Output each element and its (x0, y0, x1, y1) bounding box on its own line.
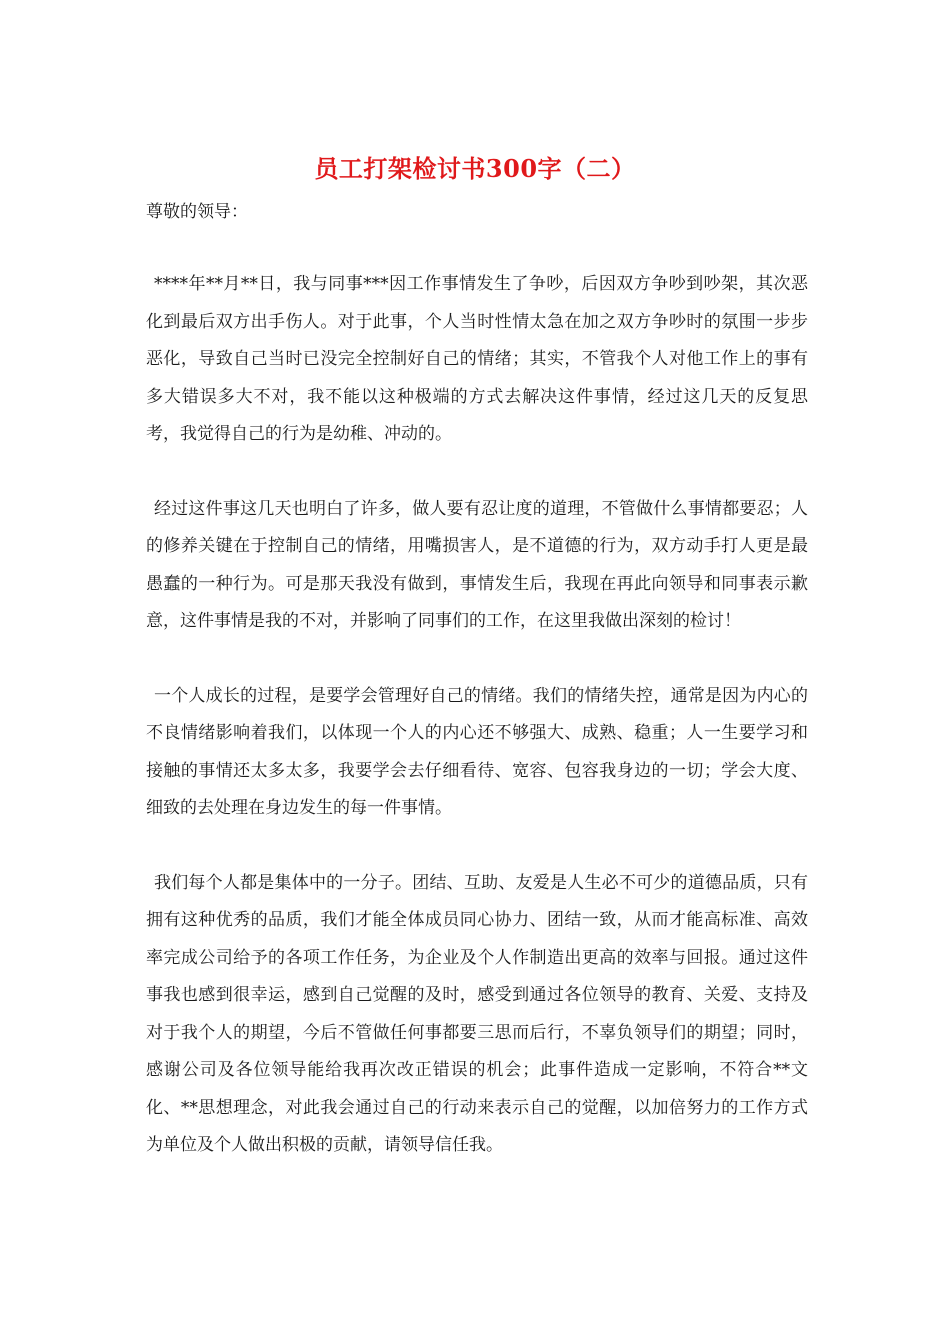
document-body (146, 266, 808, 1202)
paragraph-2: 经过这件事这几天也明白了许多，做人要有忍让度的道理，不管做什么事情都要忍；人的修养关键在于控制自己的情绪，用嘴损害人，是不道德的行为，双方动手打人更是最愚蠢的一种行为。可是那天我没有做到，事情发生后，我现在再此向领导和同事表示歉意，这件事情是我的不对，并影响了同事们的工作，在这里我做出深刻的检讨！ (146, 498, 808, 631)
paragraph-4: 我们每个人都是集体中的一分子。团结、互助、友爱是人生必不可少的道德品质，只有拥有这种优秀的品质，我们才能全体成员同心协力、团结一致，从而才能高标准、高效率完成公司给予的各项工作任务，为企业及个人作制造出更高的效率与回报。通过这件事我也感到很幸运，感到自己觉醒的及时，感受到通过各位领导的教育、关爱、支持及对于我个人的期望，今后不管做任何事都要三思而后行，不辜负领导们的期望；同时，感谢公司及各位领导能给我再次改正错误的机会；此事件造成一定影响，不符合**文化、**思想理念，对此我会通过自己的行动来表示自己的觉醒，以加倍努力的工作方式为单位及个人做出积极的贡献，请领导信任我。 (146, 872, 808, 1155)
salutation: 尊敬的领导： (146, 202, 248, 222)
paragraph-1: ****年**月**日，我与同事***因工作事情发生了争吵，后因双方争吵到吵架，其次恶化到最后双方出手伤人。对于此事，个人当时性情太急在加之双方争吵时的氛围一步步恶化，导致自己当时已没完全控制好自己的情绪；其实，不管我个人对他工作上的事有多大错误多大不对，我不能以这种极端的方式去解决这件事情，经过这几天的反复思考，我觉得自己的行为是幼稚、冲动的。 (146, 274, 808, 444)
paragraph-3: 一个人成长的过程，是要学会管理好自己的情绪。我们的情绪失控，通常是因为内心的不良情绪影响着我们，以体现一个人的内心还不够强大、成熟、稳重；人一生要学习和接触的事情还太多太多，我要学会去仔细看待、宽容、包容我身边的一切；学会大度、细致的去处理在身边发生的每一件事情。 (146, 685, 808, 818)
document-title: 员工打架检讨书300字（二） (314, 154, 636, 183)
